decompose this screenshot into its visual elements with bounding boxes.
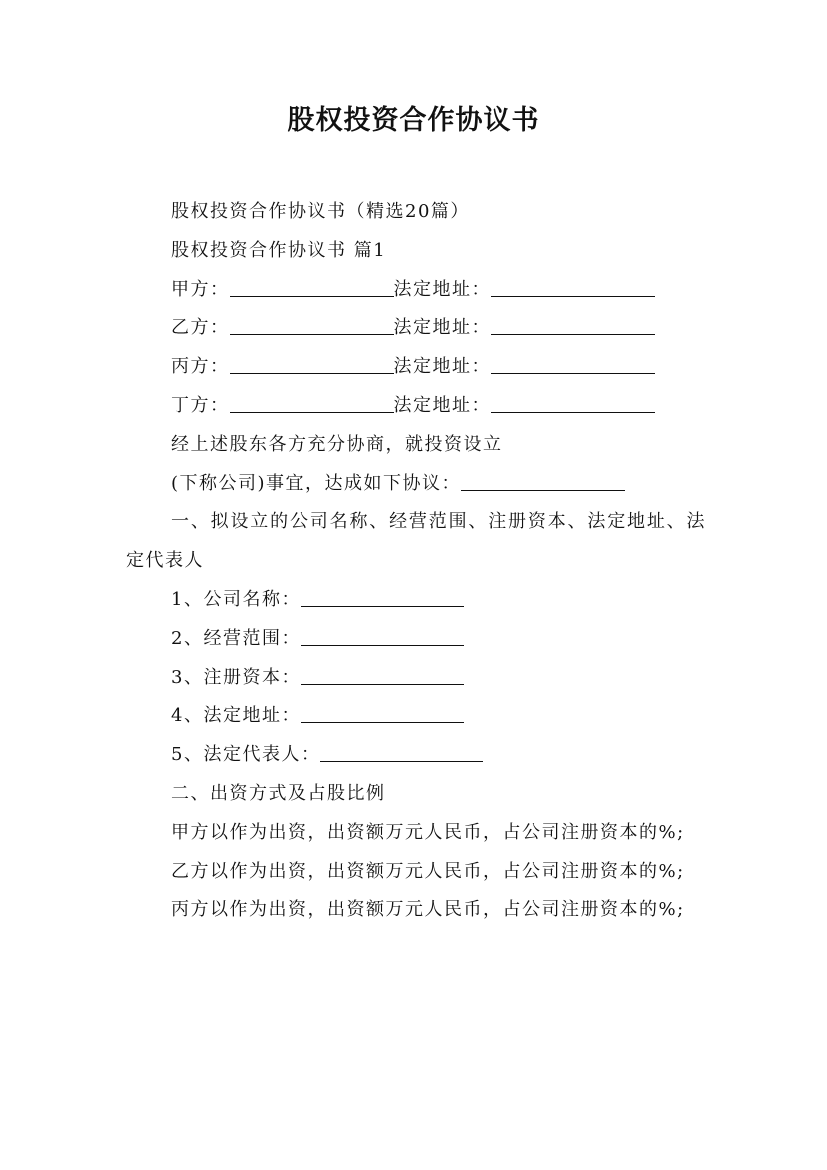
item-blank: [301, 683, 464, 685]
address-label: 法定地址：: [393, 278, 491, 300]
item-label: 1、公司名称：: [171, 588, 301, 610]
document-title: 股权投资合作协议书: [287, 105, 540, 136]
address-label: 法定地址：: [393, 394, 491, 416]
section-1-item: [126, 736, 706, 775]
party-line-bing: [126, 348, 706, 387]
section-2-paragraph: 丙方以作为出资，出资额万元人民币，占公司注册资本的%;: [171, 899, 685, 921]
address-label: 法定地址：: [393, 317, 491, 339]
document-body: [126, 193, 706, 930]
party-name-blank: [230, 333, 394, 335]
party-line-jia: [126, 271, 706, 310]
party-label: 丁方：: [171, 394, 230, 416]
intro-line-2: [126, 465, 706, 504]
item-blank: [320, 760, 483, 762]
intro-line-2-text: (下称公司)事宜，达成如下协议：: [171, 472, 462, 494]
section-1-item: [126, 581, 706, 620]
address-blank: [491, 372, 655, 374]
item-label: 5、法定代表人：: [171, 744, 321, 766]
item-label: 2、经营范围：: [171, 627, 301, 649]
item-blank: [301, 605, 464, 607]
section-1-item: [126, 697, 706, 736]
party-label: 甲方：: [171, 278, 230, 300]
item-blank: [301, 721, 464, 723]
party-label: 丙方：: [171, 356, 230, 378]
section-1-item: [126, 620, 706, 659]
party-name-blank: [230, 411, 394, 413]
subtitle: 股权投资合作协议书（精选20篇）: [171, 201, 470, 222]
address-blank: [491, 333, 655, 335]
section-1-heading: 一、拟设立的公司名称、经营范围、注册资本、法定地址、法定代表人: [126, 511, 706, 572]
article-heading: 股权投资合作协议书 篇1: [171, 239, 387, 261]
party-line-ding: [126, 387, 706, 426]
address-blank: [491, 411, 655, 413]
section-2-paragraph: 甲方以作为出资，出资额万元人民币，占公司注册资本的%;: [171, 821, 685, 843]
company-name-blank: [461, 489, 625, 491]
party-name-blank: [230, 295, 394, 297]
section-2-heading: 二、出资方式及占股比例: [171, 782, 386, 804]
intro-line-1: 经上述股东各方充分协商，就投资设立: [171, 433, 503, 455]
address-label: 法定地址：: [393, 356, 491, 378]
item-blank: [301, 644, 464, 646]
section-2-paragraph: 乙方以作为出资，出资额万元人民币，占公司注册资本的%;: [171, 860, 685, 882]
address-blank: [491, 295, 655, 297]
section-1-item: [126, 659, 706, 698]
item-label: 4、法定地址：: [171, 705, 301, 727]
party-line-yi: [126, 309, 706, 348]
party-label: 乙方：: [171, 317, 230, 339]
item-label: 3、注册资本：: [171, 666, 301, 688]
party-name-blank: [230, 372, 394, 374]
